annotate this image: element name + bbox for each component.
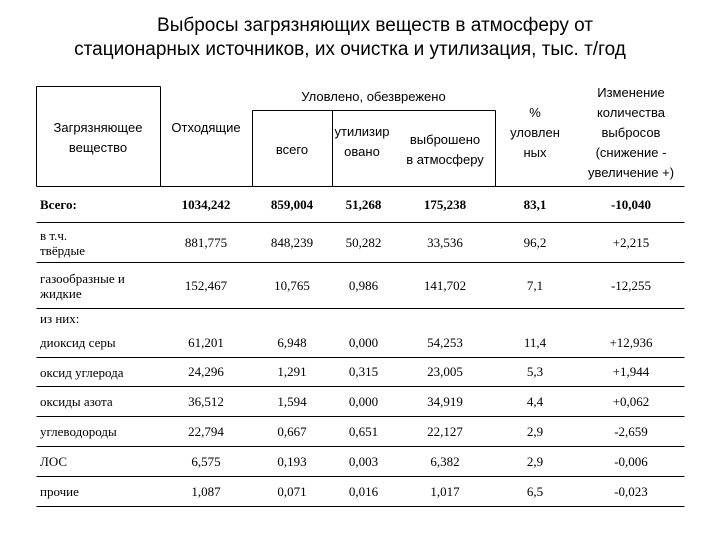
cell-percent: 7,1 (526, 277, 544, 293)
title-line-2: стационарных источников, их очистка и утилизация, тыс. т/год (74, 39, 626, 60)
cell-percent: 11,4 (523, 334, 547, 350)
header-substance: Загрязняющее вещество (53, 120, 143, 155)
row-label: углеводороды (40, 424, 117, 439)
cell-total: 0,071 (277, 483, 307, 499)
cell-outgoing: 1034,242 (181, 196, 231, 212)
cell-total: 848,239 (270, 234, 314, 250)
row-label: оксид углерода (40, 364, 124, 380)
cell-outgoing: 36,512 (188, 393, 224, 409)
header-percent-captured: % уловлен ных (510, 105, 560, 160)
cell-utilized: 0,315 (348, 364, 379, 379)
cell-percent: 96,2 (523, 234, 547, 250)
cell-released: 6,382 (430, 453, 460, 469)
cell-percent: 83,1 (523, 196, 547, 212)
cell-released: 141,702 (423, 277, 467, 293)
cell-change: +12,936 (609, 334, 653, 350)
cell-utilized: 0,003 (348, 453, 379, 469)
cell-change: +0,062 (612, 393, 650, 409)
cell-released: 175,238 (423, 196, 467, 212)
cell-released: 23,005 (427, 364, 463, 379)
row-label: газообразные и жидкие (40, 270, 125, 301)
cell-utilized: 0,986 (348, 277, 379, 293)
cell-released: 33,536 (427, 234, 463, 250)
row-label: Всего: (40, 197, 77, 212)
cell-released: 22,127 (427, 423, 463, 439)
cell-utilized: 0,651 (348, 423, 379, 439)
cell-change: -10,040 (610, 196, 652, 212)
header-utilized: утилизир овано (334, 124, 390, 159)
cell-outgoing: 24,296 (188, 364, 224, 379)
section-label: из них: (40, 311, 80, 326)
cell-utilized: 0,016 (348, 483, 379, 499)
cell-total: 1,291 (277, 364, 307, 379)
cell-utilized: 0,000 (348, 334, 379, 350)
cell-percent: 6,5 (526, 483, 544, 499)
row-label: ЛОС (40, 454, 68, 469)
title-line-1: Выбросы загрязняющих веществ в атмосферу от (157, 15, 593, 36)
cell-outgoing: 61,201 (188, 334, 224, 350)
cell-change: -0,023 (614, 483, 648, 499)
cell-total: 10,765 (274, 277, 310, 293)
header-change: Изменение количества выбросов (снижение - увеличение +) (587, 85, 675, 180)
cell-percent: 2,9 (526, 453, 544, 469)
row-label: оксиды азота (40, 394, 113, 409)
cell-outgoing: 152,467 (184, 277, 228, 293)
cell-outgoing: 22,794 (188, 423, 224, 439)
cell-total: 859,004 (270, 196, 314, 212)
cell-percent: 4,4 (526, 393, 544, 409)
cell-total: 0,193 (277, 453, 307, 469)
page-title (0, 14, 720, 62)
cell-released: 54,253 (427, 334, 463, 350)
row-label: диоксид серы (40, 335, 116, 350)
cell-released: 34,919 (427, 393, 463, 409)
cell-outgoing: 6,575 (191, 453, 221, 469)
cell-percent: 2,9 (526, 423, 544, 439)
row-label: в т.ч. твёрдые (40, 227, 86, 258)
header-released: выброшено в атмосферу (406, 132, 484, 167)
cell-change: -12,255 (610, 277, 652, 293)
row-label: прочие (40, 484, 79, 499)
header-captured-group: Уловлено, обезврежено (301, 89, 446, 104)
cell-utilized: 51,268 (345, 196, 382, 212)
header-outgoing: Отходящие (171, 120, 241, 135)
cell-change: -0,006 (614, 453, 648, 469)
cell-utilized: 0,000 (348, 393, 379, 409)
cell-change: +1,944 (612, 364, 650, 379)
cell-total: 0,667 (277, 423, 307, 439)
header-total: всего (275, 142, 309, 157)
cell-change: +2,215 (612, 234, 650, 250)
cell-total: 6,948 (277, 334, 307, 350)
cell-outgoing: 881,775 (184, 234, 228, 250)
cell-total: 1,594 (277, 393, 307, 409)
cell-utilized: 50,282 (345, 234, 382, 250)
cell-change: -2,659 (614, 423, 648, 439)
cell-outgoing: 1,087 (191, 483, 221, 499)
cell-percent: 5,3 (526, 364, 544, 379)
cell-released: 1,017 (430, 483, 460, 499)
